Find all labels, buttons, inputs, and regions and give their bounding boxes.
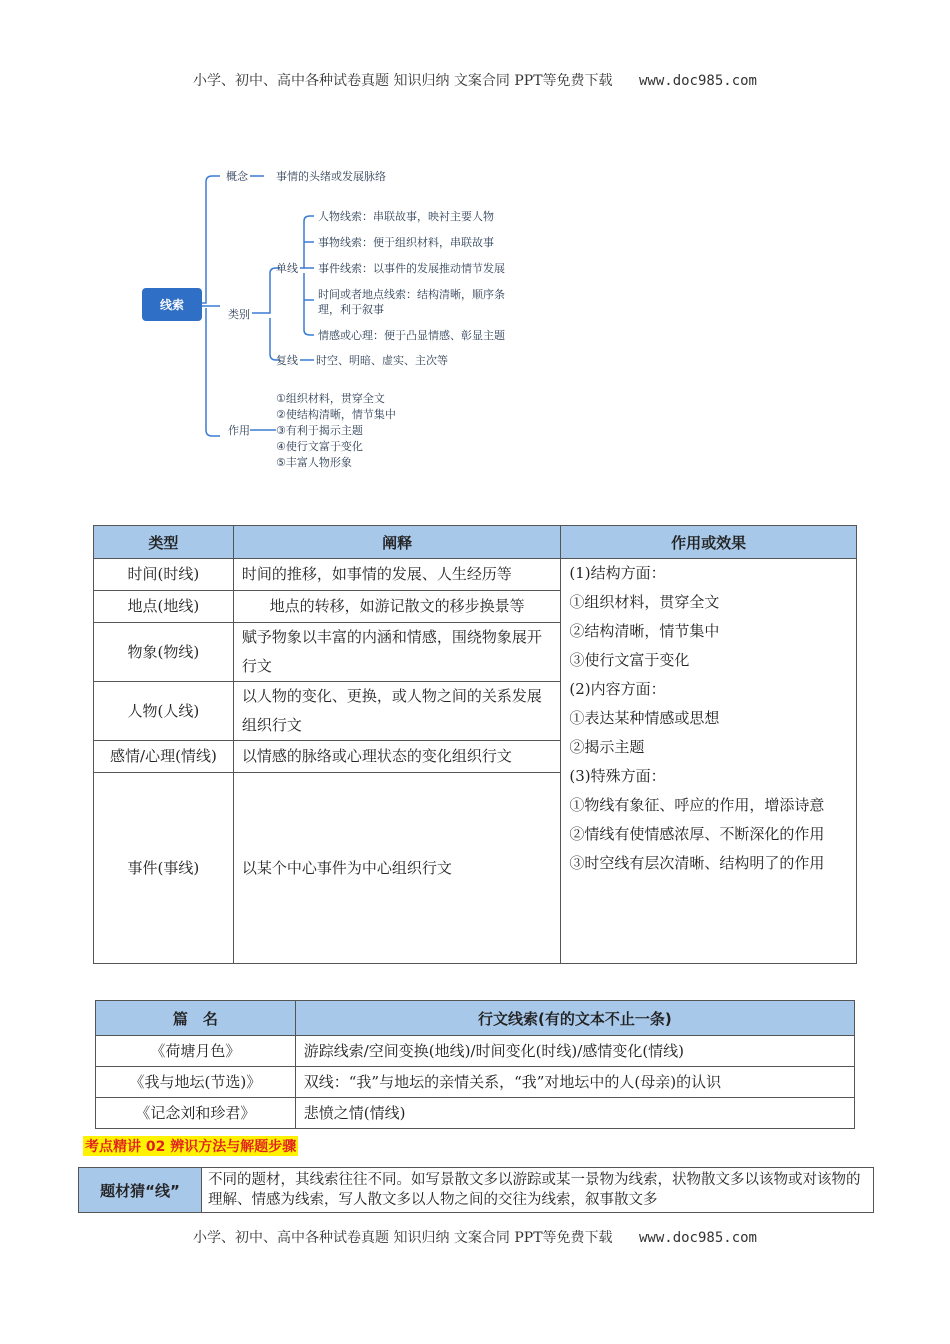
title-cell: 《记念刘和珍君》 xyxy=(96,1098,296,1129)
header-text: 小学、初中、高中各种试卷真题 知识归纳 文案合同 PPT等免费下载 xyxy=(193,73,613,89)
table-row xyxy=(79,1168,874,1213)
effect-line: (2)内容方面： xyxy=(569,680,666,698)
mindmap-root: 线索 xyxy=(159,298,185,312)
type-cell: 感情/心理(情线) xyxy=(94,741,234,773)
mindmap-single-item: 人物线索：串联故事，映衬主要人物 xyxy=(318,210,494,223)
column-header: 类型 xyxy=(94,526,234,559)
mindmap-function-label: 作用 xyxy=(228,424,250,437)
clue-cell: 双线：“我”与地坛的亲情关系，“我”对地坛中的人(母亲)的认识 xyxy=(295,1067,854,1098)
effect-line: ①组织材料，贯穿全文 xyxy=(569,593,720,611)
mindmap-single-item: 时间或者地点线索：结构清晰，顺序条 xyxy=(318,288,505,301)
mindmap-single-item: 情感或心理：便于凸显情感、彰显主题 xyxy=(318,329,505,342)
column-header: 篇 名 xyxy=(96,1001,296,1036)
table-header-row xyxy=(96,1001,855,1036)
type-cell: 人物(人线) xyxy=(94,682,234,741)
mindmap-single-item: 理，利于叙事 xyxy=(318,303,384,316)
mindmap-double-label: 复线 xyxy=(276,354,298,367)
mindmap-category-label: 类别 xyxy=(228,308,250,321)
effect-line: ③使行文富于变化 xyxy=(569,651,690,669)
footer-url[interactable]: www.doc985.com xyxy=(638,1230,757,1246)
effect-line: (1)结构方面： xyxy=(569,564,666,582)
mindmap-single-item: 事件线索：以事件的发展推动情节发展 xyxy=(318,262,505,275)
table-row xyxy=(96,1067,855,1098)
clue-cell: 悲愤之情(情线) xyxy=(295,1098,854,1129)
texts-clue-table xyxy=(95,1000,855,1129)
clue-cell: 游踪线索/空间变换(地线)/时间变化(时线)/感情变化(情线) xyxy=(295,1036,854,1067)
mindmap-double-text: 时空、明暗、虚实、主次等 xyxy=(316,354,448,367)
mindmap-function-item: ④使行文富于变化 xyxy=(276,440,363,453)
page-footer xyxy=(0,1227,950,1247)
effect-line: ①表达某种情感或思想 xyxy=(569,709,720,727)
mindmap-function-item: ③有利于揭示主题 xyxy=(276,424,363,437)
mindmap-single-item: 事物线索：便于组织材料，串联故事 xyxy=(318,236,494,249)
effect-line: ③时空线有层次清晰、结构明了的作用 xyxy=(569,854,825,872)
effect-line: ②揭示主题 xyxy=(569,738,645,756)
mindmap-function-item: ②使结构清晰，情节集中 xyxy=(276,408,396,421)
title-cell: 《我与地坛(节选)》 xyxy=(96,1067,296,1098)
desc-cell: 赋予物象以丰富的内涵和情感，围绕物象展开行文 xyxy=(233,623,561,682)
mindmap-single-label: 单线 xyxy=(276,262,298,275)
footer-text: 小学、初中、高中各种试卷真题 知识归纳 文案合同 PPT等免费下载 xyxy=(193,1230,613,1246)
title-cell: 《荷塘月色》 xyxy=(96,1036,296,1067)
type-cell: 事件(事线) xyxy=(94,773,234,964)
effects-cell xyxy=(561,559,857,964)
page-header xyxy=(0,70,950,90)
desc-cell: 时间的推移，如事情的发展、人生经历等 xyxy=(233,559,561,591)
mindmap-function-item: ①组织材料，贯穿全文 xyxy=(276,392,385,405)
mindmap-concept-text: 事情的头绪或发展脉络 xyxy=(276,170,386,183)
table-row xyxy=(96,1098,855,1129)
section-title: 考点精讲 02 辨识方法与解题步骤 xyxy=(83,1136,298,1156)
mindmap-concept-label: 概念 xyxy=(226,170,248,183)
method-text: 不同的题材，其线索往往不同。如写景散文多以游踪或某一景物为线索，状物散文多以该物或对该物的理解、情感为线索，写人散文多以人物之间的交往为线索，叙事散文多 xyxy=(202,1168,874,1213)
effect-line: (3)特殊方面： xyxy=(569,767,666,785)
column-header: 作用或效果 xyxy=(561,526,857,559)
table-row xyxy=(94,559,857,591)
desc-cell: 以情感的脉络或心理状态的变化组织行文 xyxy=(233,741,561,773)
clue-types-table xyxy=(93,525,857,964)
clue-mindmap xyxy=(130,158,550,478)
method-label: 题材猜“线” xyxy=(79,1168,202,1213)
type-cell: 物象(物线) xyxy=(94,623,234,682)
type-cell: 地点(地线) xyxy=(94,591,234,623)
type-cell: 时间(时线) xyxy=(94,559,234,591)
method-table xyxy=(78,1167,874,1213)
table-header-row xyxy=(94,526,857,559)
effect-line: ②情线有使情感浓厚、不断深化的作用 xyxy=(569,825,825,843)
table-row xyxy=(96,1036,855,1067)
desc-cell: 以某个中心事件为中心组织行文 xyxy=(233,773,561,964)
header-url[interactable]: www.doc985.com xyxy=(638,73,757,89)
desc-cell: 地点的转移，如游记散文的移步换景等 xyxy=(233,591,561,623)
effect-line: ②结构清晰，情节集中 xyxy=(569,622,720,640)
effect-line: ①物线有象征、呼应的作用，增添诗意 xyxy=(569,796,825,814)
mindmap-function-item: ⑤丰富人物形象 xyxy=(276,456,352,469)
column-header: 阐释 xyxy=(233,526,561,559)
desc-cell: 以人物的变化、更换，或人物之间的关系发展组织行文 xyxy=(233,682,561,741)
column-header: 行文线索(有的文本不止一条) xyxy=(295,1001,854,1036)
